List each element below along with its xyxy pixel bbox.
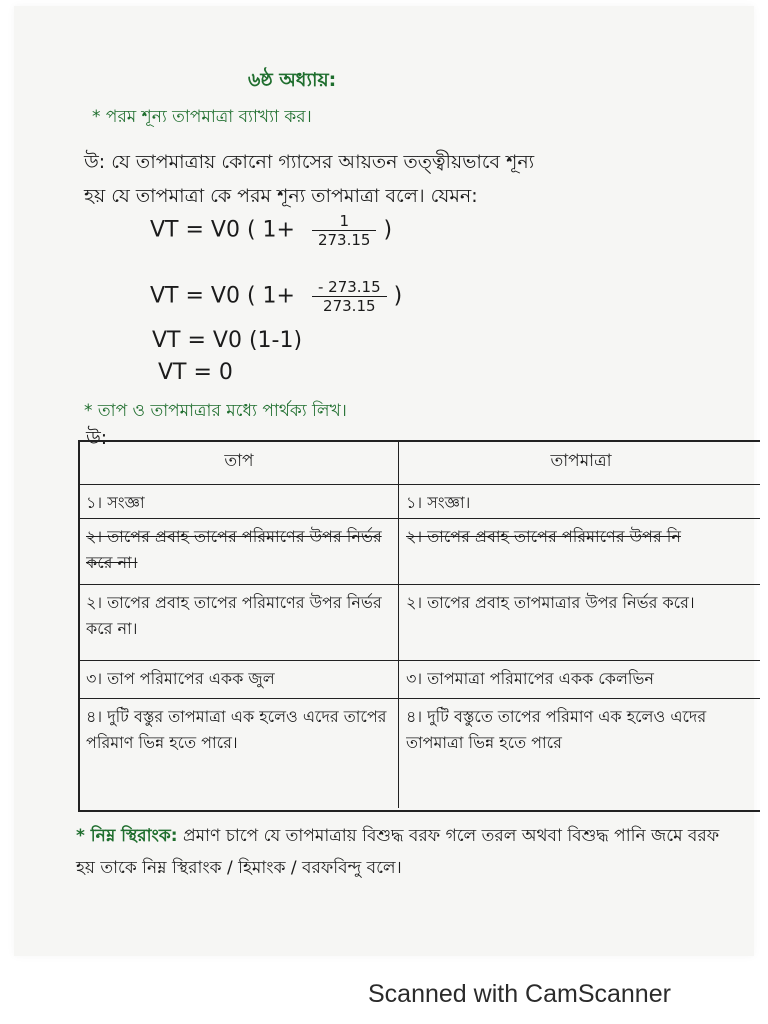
lower-fixed-point-text: প্রমাণ চাপে যে তাপমাত্রায় বিশুদ্ধ বরফ গলে তরল অথবা বিশুদ্ধ পানি জমে বরফ হয় তাকে নিম্ন স্থিরাংক / হিমাংক / বরফবিন্দু বলে। — [76, 826, 720, 878]
table-header-row — [80, 442, 760, 485]
equation-3: VT = V0 (1-1) — [152, 328, 303, 353]
equation-4: VT = 0 — [158, 360, 233, 385]
equation-1-numerator: 1 — [312, 212, 377, 231]
answer-line-2: হয় যে তাপমাত্রা কে পরম শূন্য তাপমাত্রা বলে। যেমন: — [84, 185, 478, 207]
table-row — [80, 484, 760, 519]
question-absolute-zero: * পরম শূন্য তাপমাত্রা ব্যাখ্যা কর। — [92, 107, 312, 127]
equation-2 — [150, 278, 402, 315]
comparison-table — [78, 440, 760, 812]
table-cell: ২। তাপের প্রবাহ তাপের পরিমাণের উপর নির্ভর করে না। — [86, 593, 382, 638]
question-heat-vs-temperature: * তাপ ও তাপমাত্রার মধ্যে পার্থক্য লিখ। — [84, 401, 347, 421]
table-cell: ২। তাপের প্রবাহ তাপের পরিমাণের উপর নি — [406, 527, 681, 546]
table-cell: ৪। দুটি বস্তুতে তাপের পরিমাণ এক হলেও এদের তাপমাত্রা ভিন্ন হতে পারে — [406, 707, 707, 752]
table-cell: ১। সংজ্ঞা — [86, 493, 145, 512]
table-row — [80, 584, 760, 661]
table-row — [80, 660, 760, 699]
answer-line-1: উ: যে তাপমাত্রায় কোনো গ্যাসের আয়তন তত্ত্বীয়ভাবে শূন্য — [84, 151, 535, 173]
equation-2-close: ) — [393, 283, 403, 309]
camscanner-watermark: Scanned with CamScanner — [368, 980, 671, 1008]
answer-label: উ: — [86, 427, 108, 449]
equation-2-denominator: 273.15 — [323, 297, 376, 315]
lower-fixed-point-label: * নিম্ন স্থিরাংক: — [76, 826, 178, 846]
table-cell: ২। তাপের প্রবাহ তাপমাত্রার উপর নির্ভর করে। — [406, 593, 695, 612]
table-cell: ১। সংজ্ঞা। — [406, 493, 471, 512]
table-cell: ৪। দুটি বস্তুর তাপমাত্রা এক হলেও এদের তাপের পরিমাণ ভিন্ন হতে পারে। — [86, 707, 387, 752]
table-cell: ২। তাপের প্রবাহ তাপের পরিমাণের উপর নির্ভর করে না। — [86, 527, 382, 572]
lower-fixed-point-paragraph — [76, 820, 736, 884]
table-row-struck — [80, 518, 760, 585]
equation-1-fraction — [312, 212, 377, 249]
equation-2-lhs: VT = V0 ( 1+ — [150, 283, 295, 309]
header-temperature: তাপমাত্রা — [550, 451, 612, 471]
equation-1-close: ) — [383, 217, 393, 243]
equation-1-lhs: VT = V0 ( 1+ — [150, 217, 295, 243]
equation-2-fraction — [312, 278, 387, 315]
table-row — [80, 698, 760, 808]
chapter-heading: ৬ষ্ঠ অধ্যায়: — [248, 69, 337, 91]
equation-2-numerator: - 273.15 — [312, 278, 387, 297]
equation-1-denominator: 273.15 — [317, 231, 371, 249]
table-cell: ৩। তাপ পরিমাপের একক জুল — [86, 669, 275, 688]
equation-1 — [150, 212, 392, 249]
header-heat: তাপ — [224, 451, 254, 471]
table-cell: ৩। তাপমাত্রা পরিমাপের একক কেলভিন — [406, 669, 654, 688]
